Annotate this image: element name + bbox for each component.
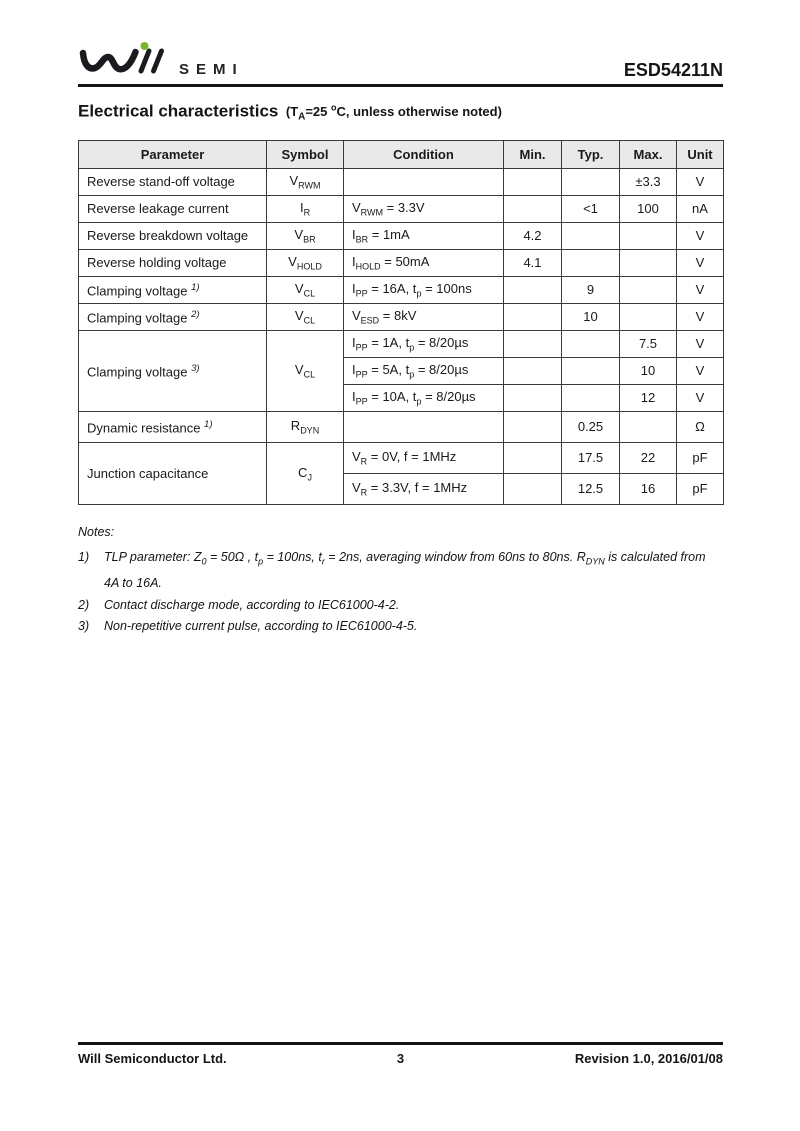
table-cell: Junction capacitance (79, 442, 267, 504)
table-cell: $V_{HOLD}$ (267, 249, 344, 276)
table-row (79, 330, 724, 357)
table-cell: V (677, 357, 724, 384)
page-content (78, 46, 723, 638)
table-cell: Dynamic resistance $^{1)}$ (79, 411, 267, 442)
table-cell: V (677, 384, 724, 411)
table-cell: $I_{PP} = 10A$, $t_p = 8/20\mu s$ (344, 384, 504, 411)
table-cell: Ω (677, 411, 724, 442)
notes-section (78, 522, 723, 638)
table-cell (504, 330, 562, 357)
section-title-text: Electrical characteristics (78, 101, 279, 121)
table-cell: nA (677, 195, 724, 222)
table-cell: $V_{BR}$ (267, 222, 344, 249)
table-cell: 10 (620, 357, 677, 384)
table-cell (562, 222, 620, 249)
table-cell: 9 (562, 276, 620, 303)
table-cell (504, 357, 562, 384)
table-row (79, 303, 724, 330)
table-cell (620, 222, 677, 249)
note-text: Non-repetitive current pulse, according to IEC61000-4-5. (104, 619, 418, 634)
table-cell: $V_{CL}$ (267, 330, 344, 411)
document-footer (78, 1042, 723, 1066)
table-cell: $V_{RWM} = 3.3V$ (344, 195, 504, 222)
table-cell: 22 (620, 442, 677, 473)
table-row (79, 168, 724, 195)
table-row (79, 222, 724, 249)
table-cell (620, 303, 677, 330)
table-cell: pF (677, 442, 724, 473)
table-cell: $V_R = 3.3V$, f = 1MHz (344, 473, 504, 504)
column-header: Max. (620, 140, 677, 168)
table-cell: 10 (562, 303, 620, 330)
table-cell: V (677, 276, 724, 303)
table-cell: 17.5 (562, 442, 620, 473)
table-cell: Reverse holding voltage (79, 249, 267, 276)
note-number: 1) (78, 550, 90, 565)
table-cell: ±3.3 (620, 168, 677, 195)
electrical-characteristics-table (78, 140, 724, 505)
table-cell: $I_{PP} = 1A$, $t_p = 8/20\mu s$ (344, 330, 504, 357)
column-header: Parameter (79, 140, 267, 168)
table-cell (504, 168, 562, 195)
column-header: Symbol (267, 140, 344, 168)
table-cell (344, 411, 504, 442)
table-cell: $C_J$ (267, 442, 344, 504)
table-cell: 4.2 (504, 222, 562, 249)
table-cell (562, 330, 620, 357)
table-cell (504, 473, 562, 504)
table-cell: $V_{RWM}$ (267, 168, 344, 195)
table-cell (562, 249, 620, 276)
table-row (79, 411, 724, 442)
table-cell (620, 249, 677, 276)
footer-revision: Revision 1.0, 2016/01/08 (574, 1051, 723, 1066)
table-cell: V (677, 330, 724, 357)
table-cell: <1 (562, 195, 620, 222)
table-cell (504, 384, 562, 411)
table-cell (504, 303, 562, 330)
table-cell: $V_R = 0V$, f = 1MHz (344, 442, 504, 473)
table-body (79, 168, 724, 504)
column-header: Unit (677, 140, 724, 168)
table-head (79, 140, 724, 168)
column-header: Condition (344, 140, 504, 168)
notes-label: Notes: (78, 524, 115, 539)
note-text: TLP parameter: $Z_0 = 50\Omega$ , $t_p = 100ns$, $t_r = 2ns$, averaging window from 60ns to 80ns. $R_{DYN}$ is calculated from 4A to 16A. (104, 550, 706, 591)
table-cell: V (677, 222, 724, 249)
table-cell: $I_{HOLD} = 50mA$ (344, 249, 504, 276)
note-item (78, 595, 723, 617)
table-cell (620, 411, 677, 442)
table-cell: $I_{PP} = 5A$, $t_p = 8/20\mu s$ (344, 357, 504, 384)
section-title (78, 96, 723, 130)
table-cell: 12.5 (562, 473, 620, 504)
note-item (78, 547, 723, 595)
table-cell: Clamping voltage $^{1)}$ (79, 276, 267, 303)
table-row (79, 249, 724, 276)
table-cell: Reverse leakage current (79, 195, 267, 222)
table-cell: 7.5 (620, 330, 677, 357)
table-cell (504, 276, 562, 303)
table-header-row (79, 140, 724, 168)
table-cell: 100 (620, 195, 677, 222)
table-cell: pF (677, 473, 724, 504)
table-cell (562, 384, 620, 411)
table-cell: Reverse stand-off voltage (79, 168, 267, 195)
table-cell: Clamping voltage $^{3)}$ (79, 330, 267, 411)
table-row (79, 195, 724, 222)
table-cell (504, 411, 562, 442)
table-cell: V (677, 249, 724, 276)
table-cell: $I_{PP} = 16A$, $t_p = 100ns$ (344, 276, 504, 303)
table-cell: $R_{DYN}$ (267, 411, 344, 442)
table-cell: 0.25 (562, 411, 620, 442)
table-cell: V (677, 168, 724, 195)
column-header: Min. (504, 140, 562, 168)
footer-page-number: 3 (396, 1051, 405, 1066)
table-cell: $V_{CL}$ (267, 303, 344, 330)
footer-company: Will Semiconductor Ltd. (78, 1051, 227, 1066)
table-cell: V (677, 303, 724, 330)
table-cell (504, 442, 562, 473)
table-cell: $V_{CL}$ (267, 276, 344, 303)
table-cell: $I_{BR} = 1mA$ (344, 222, 504, 249)
table-cell (620, 276, 677, 303)
will-semi-logo (78, 41, 244, 81)
table-cell: $V_{ESD} = 8kV$ (344, 303, 504, 330)
document-header (78, 46, 723, 87)
column-header: Typ. (562, 140, 620, 168)
table-row (79, 442, 724, 473)
table-cell: 12 (620, 384, 677, 411)
note-number: 2) (78, 597, 90, 612)
table-row (79, 276, 724, 303)
logo-brand-text: SEMI (179, 61, 244, 78)
note-item (78, 616, 723, 638)
note-number: 3) (78, 619, 90, 634)
table-cell (504, 195, 562, 222)
table-cell (344, 168, 504, 195)
table-cell (562, 168, 620, 195)
table-cell: 4.1 (504, 249, 562, 276)
section-title-condition: ($T_A=25$ $^o$C, unless otherwise noted) (285, 103, 502, 123)
part-number: ESD54211N (623, 60, 723, 80)
table-cell: $I_R$ (267, 195, 344, 222)
table-cell (562, 357, 620, 384)
table-cell: Clamping voltage $^{2)}$ (79, 303, 267, 330)
table-cell: Reverse breakdown voltage (79, 222, 267, 249)
table-cell: 16 (620, 473, 677, 504)
note-text: Contact discharge mode, according to IEC61000-4-2. (104, 597, 400, 612)
logo-mark-icon (78, 41, 170, 81)
notes-list (78, 547, 723, 638)
